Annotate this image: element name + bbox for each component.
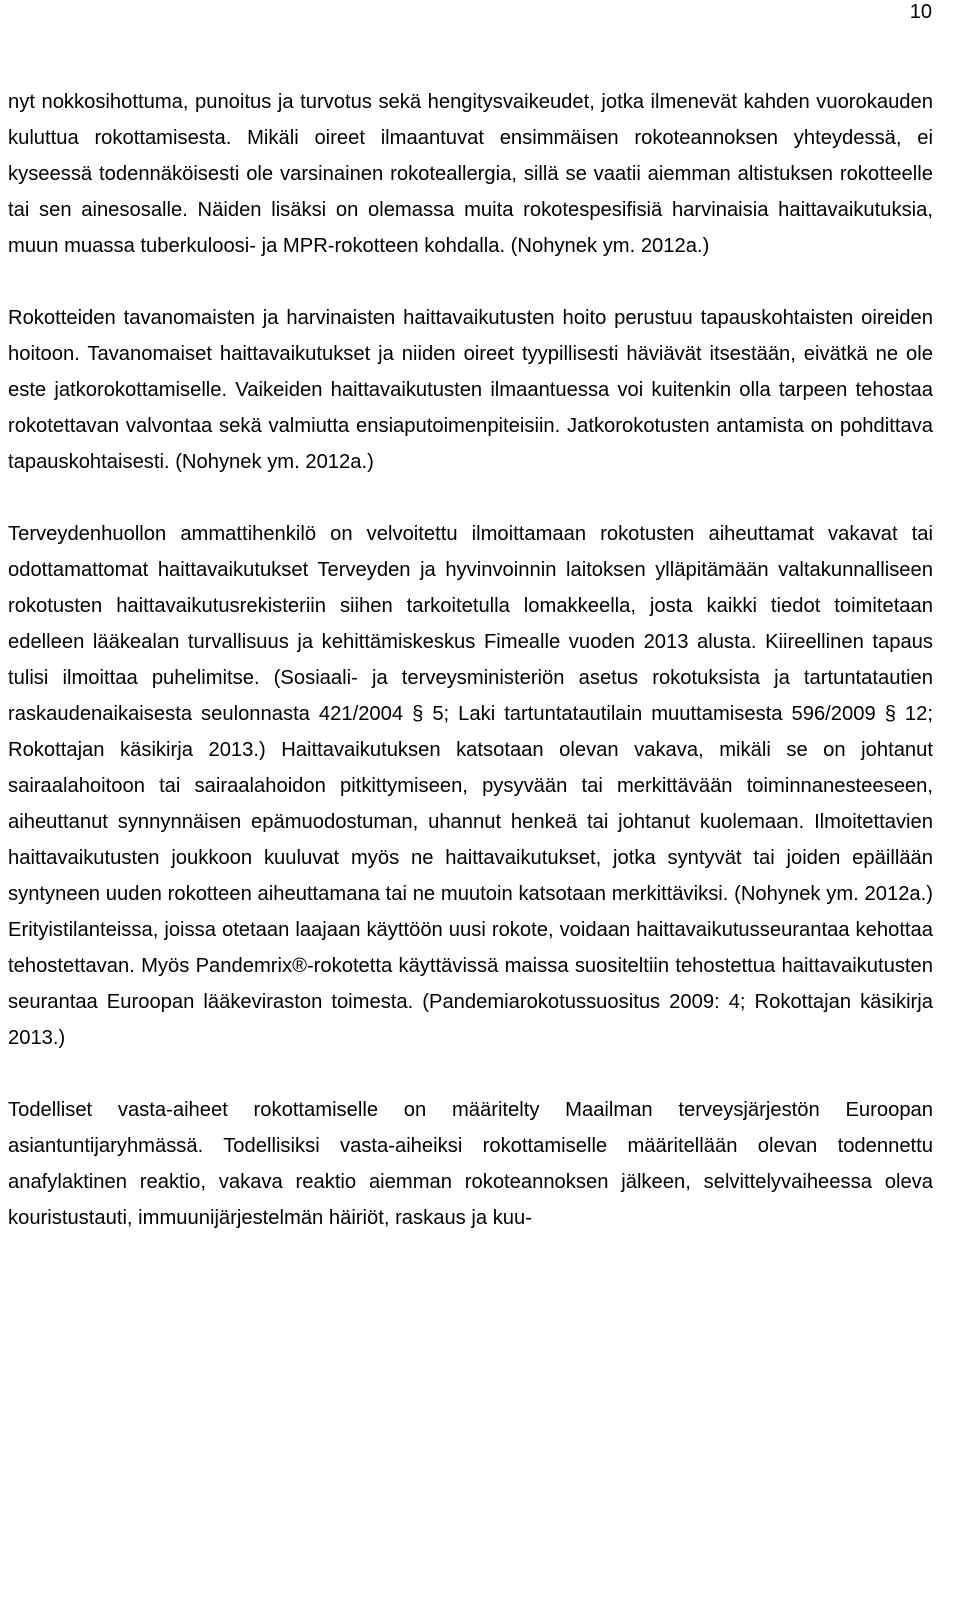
paragraph-contraindications: Todelliset vasta-aiheet rokottamiselle on määritelty Maailman terveysjärjestön Euroopan asiantuntijaryhmässä. Todellisiksi vasta-aiheiksi rokottamiselle määritellään olevan todennettu anafylaktinen reaktio, vakava reaktio aiemman rokoteannoksen jälkeen, selvittelyvaiheessa oleva kouristustauti, immuunijärjestelmän häiriöt, raskaus ja kuu- — [8, 1099, 933, 1229]
paragraph-adverse-effects: nyt nokkosihottuma, punoitus ja turvotus sekä hengitysvaikeudet, jotka ilmenevät kahden vuorokauden kuluttua rokottamisesta. Mikäli oireet ilmaantuvat ensimmäisen rokoteannoksen yhteydessä, ei kyseessä todennäköisesti ole varsinainen rokoteallergia, sillä se vaatii aiemman altistuksen rokotteelle tai sen ainesosalle. Näiden lisäksi on olemassa muita rokotespesifisiä harvinaisia haittavaikutuksia, muun muassa tuberkuloosi- ja MPR-rokotteen kohdalla. (Nohynek ym. 2012a.) — [8, 91, 933, 257]
paragraph-reporting: Terveydenhuollon ammattihenkilö on velvoitettu ilmoittamaan rokotusten aiheuttamat vakavat tai odottamattomat haittavaikutukset Terveyden ja hyvinvoinnin laitoksen ylläpitämään valtakunnalliseen rokotusten haittavaikutusrekisteriin siihen tarkoitetulla lomakkeella, josta kaikki tiedot toimitetaan edelleen lääkealan turvallisuus ja kehittämiskeskus Fimealle vuoden 2013 alusta. Kiireellinen tapaus tulisi ilmoittaa puhelimitse. (Sosiaali- ja terveysministeriön asetus rokotuksista ja tartuntatautien raskaudenaikaisesta seulonnasta 421/2004 § 5; Laki tartuntatautilain muuttamisesta 596/2009 § 12; Rokottajan käsikirja 2013.) Haittavaikutuksen katsotaan olevan vakava, mikäli se on johtanut sairaalahoitoon tai sairaalahoidon pitkittymiseen, pysyvään tai merkittävään toiminnanesteeseen, aiheuttanut synnynnäisen epämuodostuman, uhannut henkeä tai johtanut kuolemaan. Ilmoitettavien haittavaikutusten joukkoon kuuluvat myös ne haittavaikutukset, jotka syntyvät tai joiden epäillään syntyneen uuden rokotteen aiheuttamana tai ne muutoin katsotaan merkittäviksi. (Nohynek ym. 2012a.) Erityistilanteissa, joissa otetaan laajaan käyttöön uusi rokote, voidaan haittavaikutusseurantaa kehottaa tehostettavan. Myös Pandemrix®-rokotetta käyttävissä maissa suositeltiin tehostettua haittavaikutusten seurantaa Euroopan lääkeviraston toimesta. (Pandemiarokotussuositus 2009: 4; Rokottajan käsikirja 2013.) — [8, 523, 933, 1049]
paragraph-treatment: Rokotteiden tavanomaisten ja harvinaisten haittavaikutusten hoito perustuu tapauskohtaisten oireiden hoitoon. Tavanomaiset haittavaikutukset ja niiden oireet tyypillisesti häviävät itsestään, eivätkä ne ole este jatkorokottamiselle. Vaikeiden haittavaikutusten ilmaantuessa voi kuitenkin olla tarpeen tehostaa rokotettavan valvontaa sekä valmiutta ensiaputoimenpiteisiin. Jatkorokotusten antamista on pohdittava tapauskohtaisesti. (Nohynek ym. 2012a.) — [8, 307, 933, 473]
document-body — [8, 84, 933, 1236]
page-number: 10 — [909, 1, 932, 23]
